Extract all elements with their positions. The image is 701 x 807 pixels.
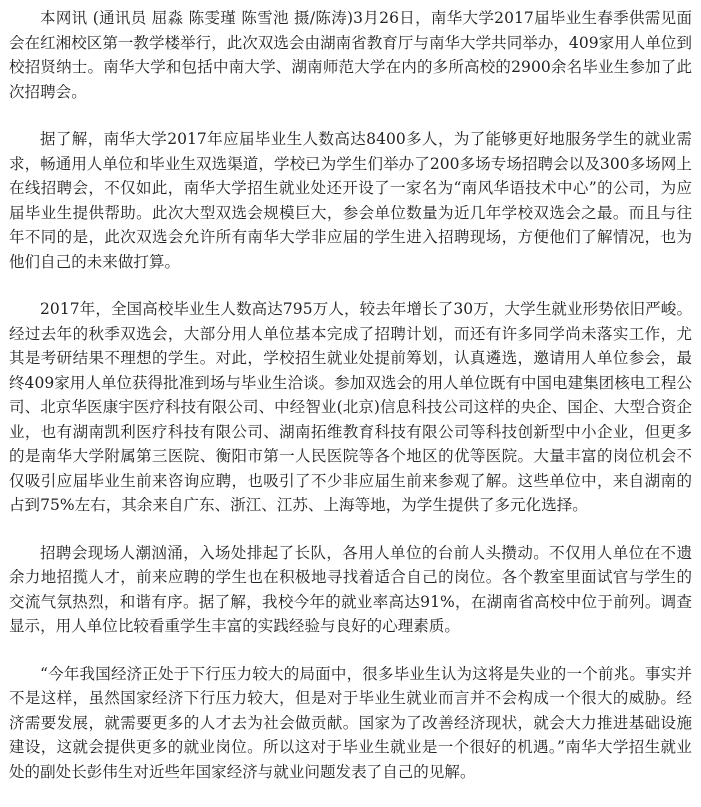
article-paragraph-2: 据了解，南华大学2017年应届毕业生人数高达8400多人，为了能够更好地服务学生的就业需求，畅通用人单位和毕业生双选渠道，学校已为学生们举办了200多场专场招聘会以及300多场网上在线招聘会，不仅如此，南华大学招生就业处还开设了一家名为“南风华语技术中心”的公司，为应届毕业生提供帮助。此次大型双选会规模巨大，参会单位数量为近几年学校双选会之最。而且与往年不同的是，此次双选会允许所有南华大学非应届的学生进入招聘现场，方便他们了解情况，也为他们自己的未来做打算。 xyxy=(9,130,692,271)
article-paragraph-5: “今年我国经济正处于下行压力较大的局面中，很多毕业生认为这将是失业的一个前兆。事实并不是这样，虽然国家经济下行压力较大，但是对于毕业生就业而言并不会构成一个很大的威胁。经济需要发展，就需要更多的人才去为社会做贡献。国家为了改善经济现状，就会大力推进基础设施建设，这就会提供更多的就业岗位。所以这对于毕业生就业是一个很好的机遇。”南华大学招生就业处的副处长彭伟生对近些年国家经济与就业问题发表了自己的见解。 xyxy=(9,664,692,781)
article-paragraph-1: 本网讯 (通讯员 屈淼 陈雯瑾 陈雪池 摄/陈涛)3月26日，南华大学2017届毕业生春季供需见面会在红湘校区第一教学楼举行，此次双选会由湖南省教育厅与南华大学共同举办，409家用人单位到校招贤纳士。南华大学和包括中南大学、湖南师范大学在内的多所高校的2900余名毕业生参加了此次招聘会。 xyxy=(9,9,692,101)
article-paragraph-3: 2017年，全国高校毕业生人数高达795万人，较去年增长了30万，大学生就业形势依旧严峻。经过去年的秋季双选会，大部分用人单位基本完成了招聘计划，而还有许多同学尚未落实工作，尤其是考研结果不理想的学生。对此，学校招生就业处提前筹划，认真遴选，邀请用人单位参会，最终409家用人单位获得批准到场与毕业生洽谈。参加双选会的用人单位既有中国电建集团核电工程公司、北京华医康宇医疗科技有限公司、中经智业(北京)信息科技公司这样的央企、国企、大型合资企业，也有湖南凯利医疗科技有限公司、湖南拓维教育科技有限公司等科技创新型中小企业，但更多的是南华大学附属第三医院、衡阳市第一人民医院等各个地区的优等医院。大量丰富的岗位机会不仅吸引应届毕业生前来咨询应聘，也吸引了不少非应届生前来参观了解。这些单位中，来自湖南的占到75%左右，其余来自广东、浙江、江苏、上海等地，为学生提供了多元化选择。 xyxy=(9,300,692,514)
news-article xyxy=(9,6,692,807)
article-paragraph-4: 招聘会现场人潮汹涌，入场处排起了长队，各用人单位的台前人头攒动。不仅用人单位在不遗余力地招揽人才，前来应聘的学生也在积极地寻找着适合自己的岗位。各个教室里面试官与学生的交流气氛热烈，和谐有序。据了解，我校今年的就业率高达91%，在湖南省高校中位于前列。调查显示，用人单位比较看重学生丰富的实践经验与良好的心理素质。 xyxy=(9,543,692,635)
